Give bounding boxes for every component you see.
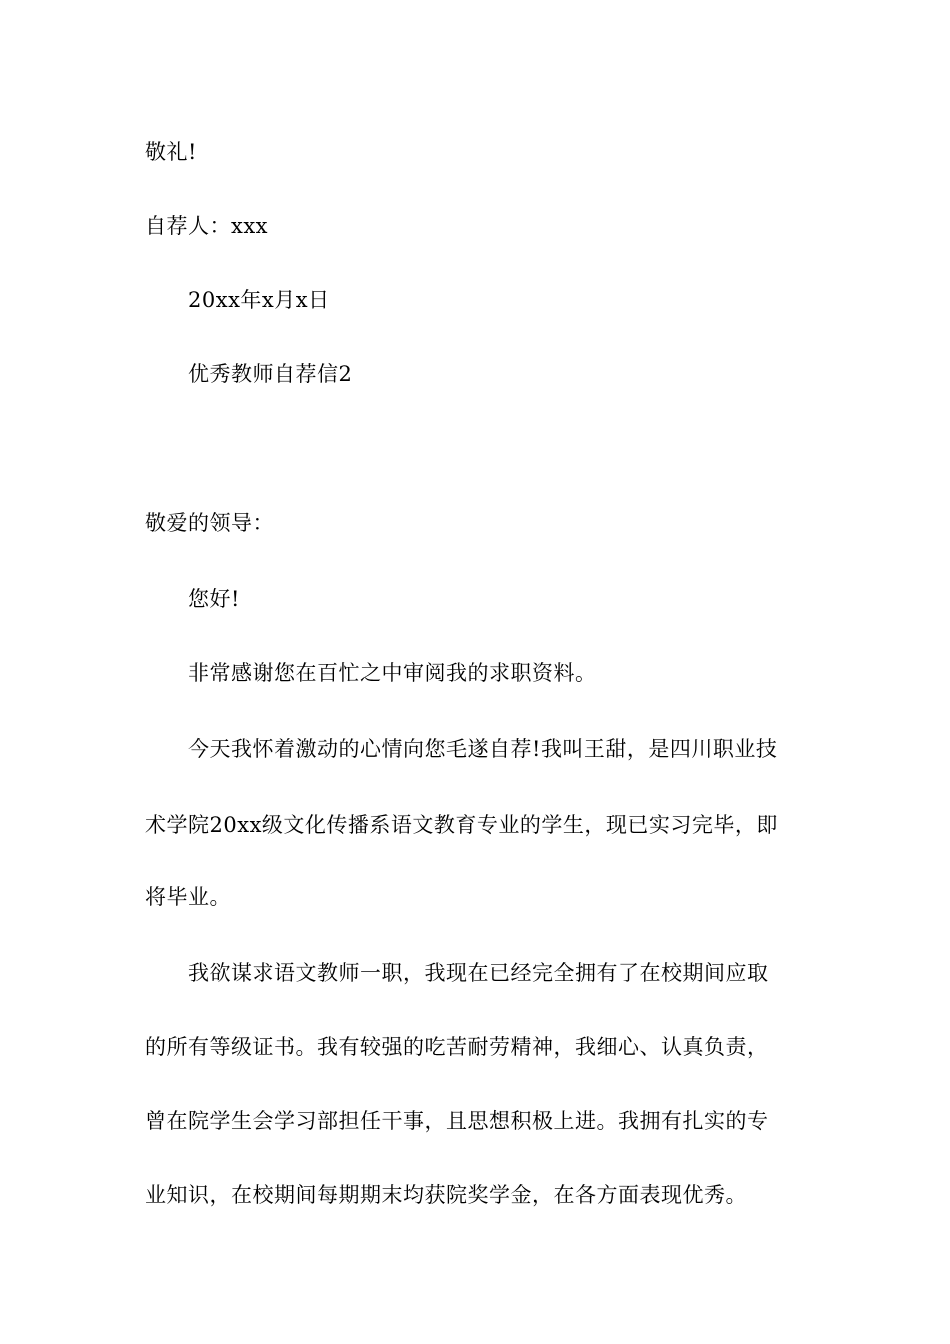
signature-line: 自荐人：xxx	[145, 214, 269, 238]
paragraph-2-line-3: 将毕业。	[145, 885, 231, 909]
letter-title: 优秀教师自荐信2	[188, 362, 353, 386]
paragraph-3-line-1: 我欲谋求语文教师一职，我现在已经完全拥有了在校期间应取	[188, 961, 769, 985]
paragraph-1-line-1: 非常感谢您在百忙之中审阅我的求职资料。	[188, 661, 597, 685]
closing-line: 敬礼!	[145, 140, 197, 164]
paragraph-2-line-2: 术学院20xx级文化传播系语文教育专业的学生，现已实习完毕，即	[145, 813, 778, 837]
paragraph-3-line-3: 曾在院学生会学习部担任干事，且思想积极上进。我拥有扎实的专	[145, 1109, 769, 1133]
paragraph-2-line-1: 今天我怀着激动的心情向您毛遂自荐!我叫王甜，是四川职业技	[188, 737, 778, 761]
salutation-line: 敬爱的领导：	[145, 511, 274, 535]
date-line: 20xx年x月x日	[188, 288, 330, 312]
paragraph-3-line-2: 的所有等级证书。我有较强的吃苦耐劳精神，我细心、认真负责，	[145, 1035, 769, 1059]
greeting-line: 您好!	[188, 587, 240, 611]
paragraph-3-line-4: 业知识，在校期间每期期末均获院奖学金，在各方面表现优秀。	[145, 1183, 747, 1207]
